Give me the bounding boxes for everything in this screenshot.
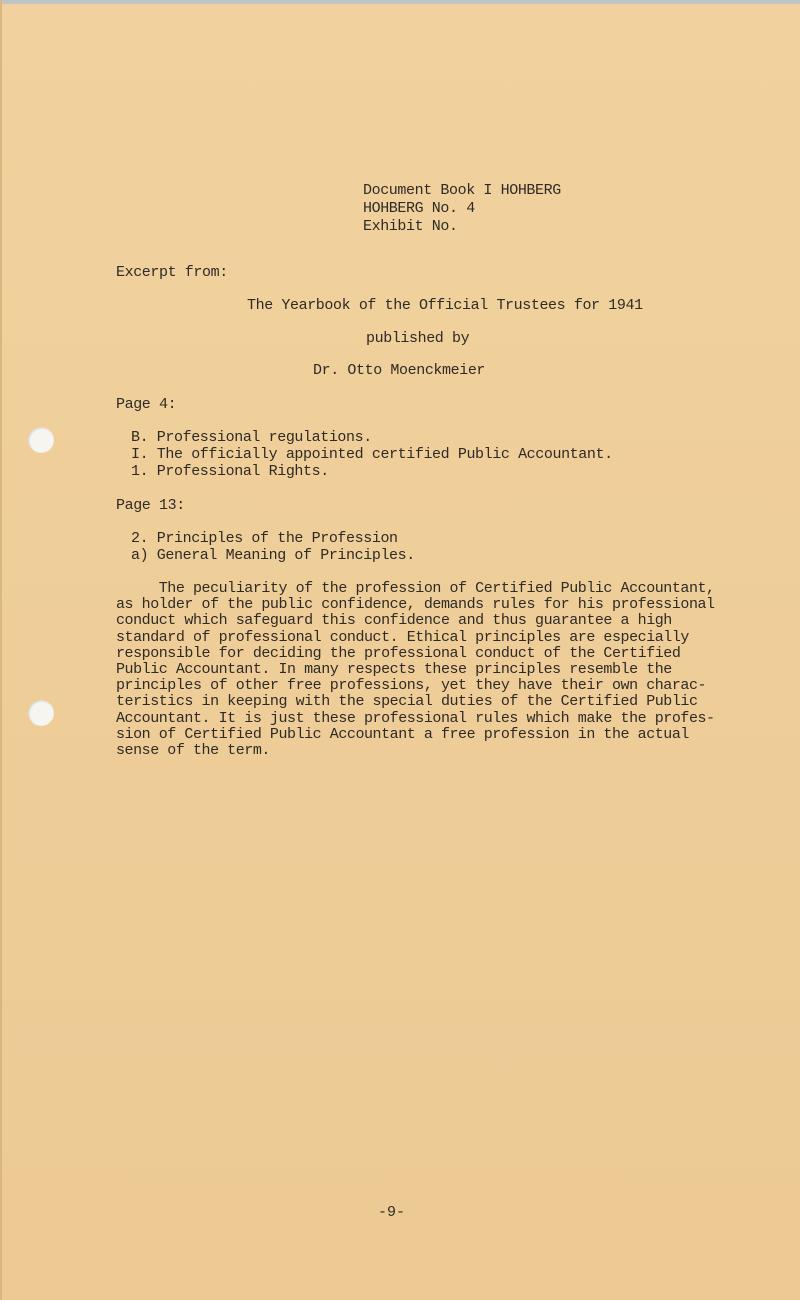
source-published-by: published by [366, 330, 470, 347]
paragraph-line: teristics in keeping with the special duties of the Certified Public [116, 693, 698, 711]
paragraph-line: conduct which safeguard this confidence and thus guarantee a high [116, 612, 672, 630]
paper-top-edge [0, 0, 800, 4]
paragraph-line: principles of other free professions, yet they have their own charac- [116, 677, 707, 695]
paragraph-line: sion of Certified Public Accountant a free profession in the actual [116, 725, 689, 743]
page-4-item: I. The officially appointed certified Public Accountant. [131, 446, 613, 463]
paragraph-line: The peculiarity of the profession of Certified Public Accountant, [116, 580, 715, 597]
page-number: -9- [378, 1204, 406, 1221]
excerpt-label: Excerpt from: [116, 264, 228, 281]
source-author: Dr. Otto Moenckmeier [313, 362, 486, 379]
page-4-item: B. Professional regulations. [131, 429, 372, 446]
page-13-item: a) General Meaning of Principles. [131, 547, 415, 564]
paragraph-line: as holder of the public confidence, demands rules for his professional [116, 596, 715, 614]
punch-hole [28, 427, 54, 453]
page-4-item: 1. Professional Rights. [131, 463, 329, 480]
document-book-line: Document Book I HOHBERG [363, 182, 561, 199]
paragraph-line: Accountant. It is just these professional rules which make the profes- [116, 709, 715, 727]
page-13-label: Page 13: [116, 497, 185, 514]
punch-hole [28, 700, 54, 726]
paragraph-line: standard of professional conduct. Ethical principles are especially [116, 628, 689, 646]
page-13-item: 2. Principles of the Profession [131, 530, 398, 547]
principles-paragraph [116, 580, 715, 760]
paragraph-line: responsible for deciding the professional conduct of the Certified [116, 644, 681, 662]
exhibit-number-line: Exhibit No. [363, 218, 458, 235]
page-4-label: Page 4: [116, 396, 177, 413]
paragraph-line: sense of the term. [116, 742, 270, 760]
paragraph-line: Public Accountant. In many respects these principles resemble the [116, 661, 672, 679]
source-title: The Yearbook of the Official Trustees for 1941 [247, 297, 643, 314]
document-number-line: HOHBERG No. 4 [363, 200, 475, 217]
paper-left-edge [0, 0, 2, 1300]
